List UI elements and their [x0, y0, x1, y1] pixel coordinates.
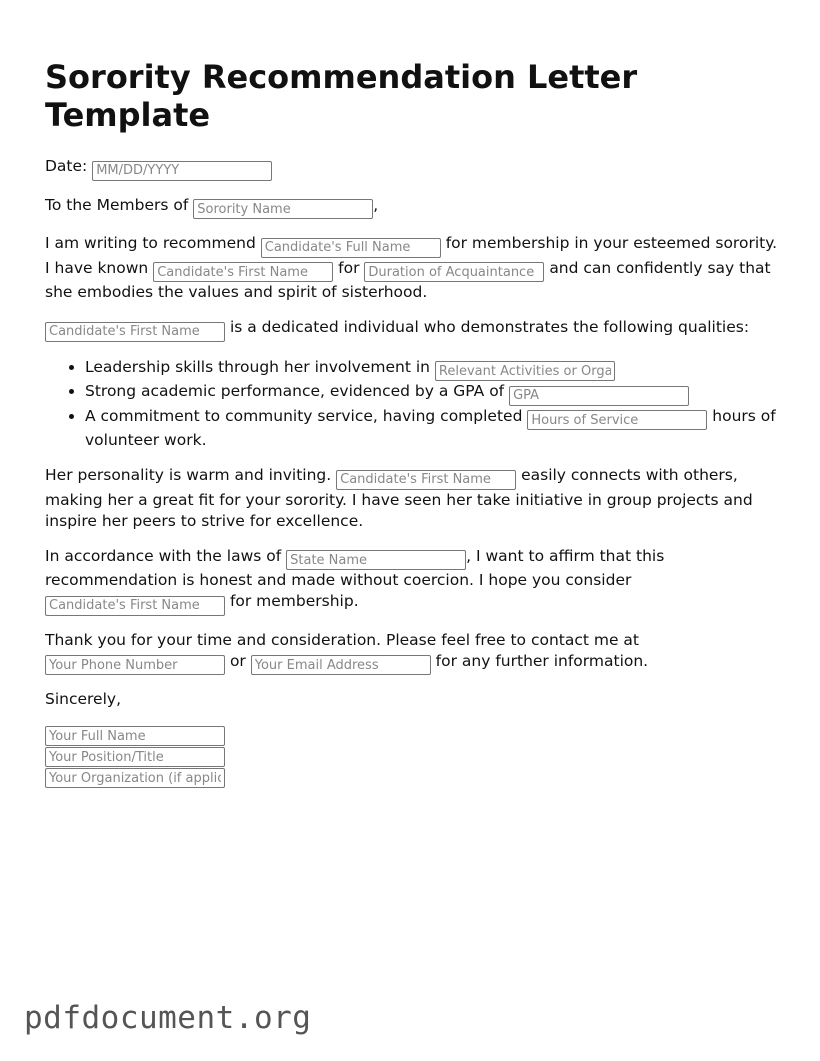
state-name-input[interactable]: [286, 550, 466, 570]
quality-service-text: A commitment to community service, having completed: [85, 406, 523, 425]
signer-position-input[interactable]: [45, 747, 225, 767]
qualities-intro-text: is a dedicated individual who demonstrates the following qualities:: [229, 318, 750, 336]
email-address-input[interactable]: [251, 655, 431, 675]
qualities-intro: [45, 317, 780, 342]
salutation-comma: ,: [373, 195, 379, 214]
sorority-name-input[interactable]: [193, 199, 373, 219]
intro-text-1: I am writing to recommend: [45, 234, 256, 252]
affirmation-text-1: In accordance with the laws of: [45, 546, 282, 565]
salutation-text: To the Members of: [45, 195, 189, 214]
intro-text-4: and can confidently say that she embodies the values and spirit of sisterhood.: [45, 258, 771, 301]
signer-organization-input[interactable]: [45, 768, 225, 788]
contact-text-3: for any further information.: [435, 651, 649, 670]
quality-academic: [85, 381, 780, 406]
intro-text-2: for membership in your esteemed sorority. I have known: [45, 234, 778, 277]
personality-paragraph: [45, 465, 780, 532]
qualities-list: [45, 357, 780, 452]
intro-text-3: for: [338, 258, 360, 277]
intro-paragraph: [45, 233, 780, 303]
service-hours-input[interactable]: [527, 410, 707, 430]
affirmation-text-2: , I want to affirm that this recommendation is honest and made without coercion. I hope you consider: [45, 546, 665, 589]
affirmation-text-3: for membership.: [229, 592, 359, 610]
activities-input[interactable]: [435, 361, 615, 381]
affirmation-paragraph: [45, 546, 780, 616]
watermark: pdfdocument.org: [24, 1000, 312, 1036]
acquaintance-duration-input[interactable]: [364, 262, 544, 282]
candidate-first-name-input-4[interactable]: [45, 596, 225, 616]
quality-leadership: [85, 357, 780, 382]
contact-text-2: or: [229, 651, 246, 670]
personality-text-1: Her personality is warm and inviting.: [45, 466, 332, 484]
page-title: Sorority Recommendation Letter Template: [45, 58, 638, 134]
candidate-full-name-input[interactable]: [261, 238, 441, 258]
quality-leadership-text: Leadership skills through her involvement in: [85, 357, 430, 376]
candidate-first-name-input-1[interactable]: [153, 262, 333, 282]
signer-full-name-input[interactable]: [45, 726, 225, 746]
quality-service: [85, 406, 780, 452]
candidate-first-name-input-3[interactable]: [336, 470, 516, 490]
personality-text-2: easily connects with others, making her a great fit for your sorority. I have seen her take initiative in group projects and inspire her peers to strive for excellence.: [45, 466, 753, 530]
date-label: Date:: [45, 157, 88, 175]
signature-block: [45, 726, 780, 788]
phone-number-input[interactable]: [45, 655, 225, 675]
date-line: [45, 156, 780, 181]
gpa-input[interactable]: [509, 386, 689, 406]
letter-page: [45, 58, 780, 789]
contact-text-1: Thank you for your time and consideration. Please feel free to contact me at: [45, 630, 640, 649]
closing: Sincerely,: [45, 690, 122, 708]
salutation-line: [45, 195, 780, 220]
quality-service-suffix: hours of volunteer work.: [85, 406, 776, 449]
candidate-first-name-input-2[interactable]: [45, 322, 225, 342]
date-input[interactable]: [92, 161, 272, 181]
quality-academic-text: Strong academic performance, evidenced by a GPA of: [85, 382, 505, 400]
contact-paragraph: [45, 630, 780, 676]
